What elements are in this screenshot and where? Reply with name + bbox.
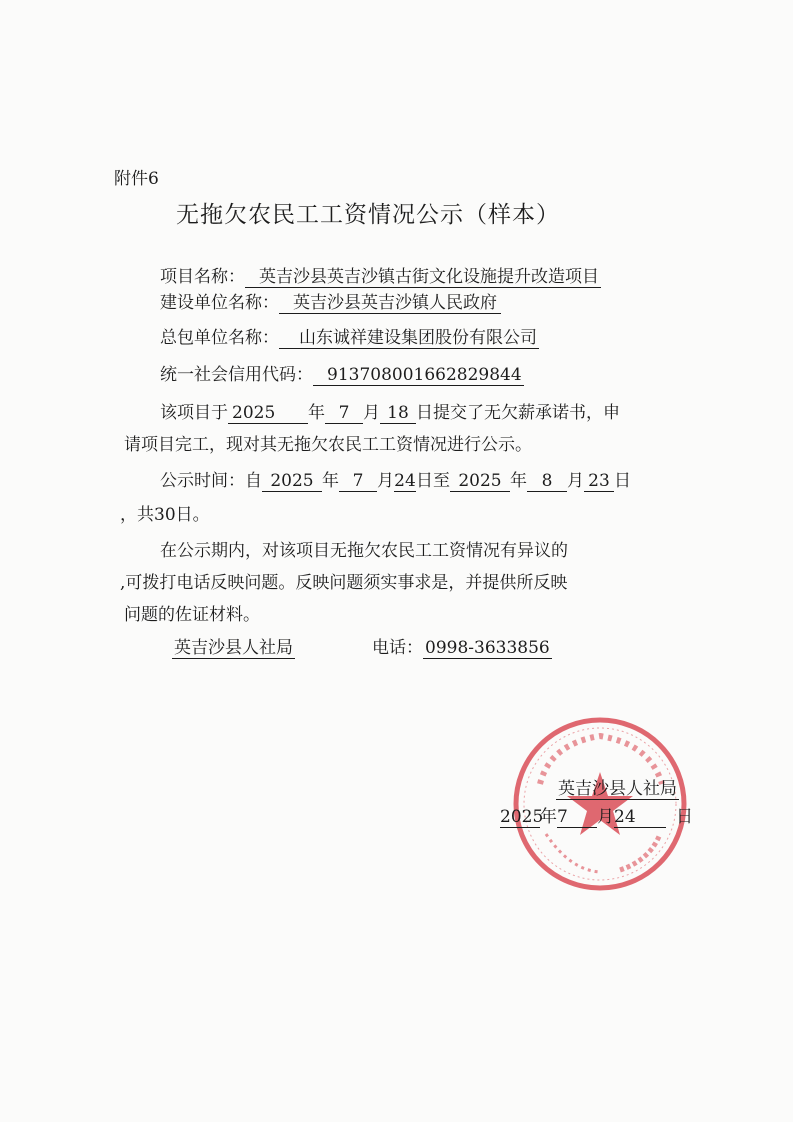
- signature-org: 英吉沙县人社局: [558, 779, 677, 799]
- period-start-month: 7: [339, 471, 377, 492]
- signature-day-unit: 日: [676, 807, 693, 827]
- project-row: [160, 266, 601, 288]
- period-prefix: 公示时间：自: [160, 471, 262, 491]
- signature-day: 24: [614, 807, 666, 828]
- credit-value: 913708001662829844: [313, 365, 524, 386]
- signature-month: 7: [557, 807, 597, 828]
- period-month-unit-2: 月: [567, 471, 584, 491]
- signature-date: [500, 806, 693, 828]
- contact-phone: 0998-3633856: [425, 638, 550, 658]
- submission-day: 18: [380, 403, 416, 424]
- signature-year: 2025: [500, 807, 544, 827]
- notice-line-3: 问题的佐证材料。: [124, 605, 260, 625]
- submission-line-1: [160, 402, 620, 424]
- builder-value: 英吉沙县英吉沙镇人民政府: [279, 293, 501, 314]
- contact-org: 英吉沙县人社局: [174, 638, 293, 658]
- project-label: 项目名称：: [160, 267, 245, 287]
- period-line-1: [160, 470, 631, 492]
- submission-suffix: 日提交了无欠薪承诺书，申: [416, 403, 620, 423]
- credit-label: 统一社会信用代码：: [160, 365, 313, 385]
- builder-label: 建设单位名称：: [160, 293, 279, 313]
- period-end-day: 23: [584, 471, 614, 492]
- contractor-value: 山东诚祥建设集团股份有限公司: [279, 328, 539, 349]
- period-start-year: 2025: [262, 471, 322, 492]
- attachment-label: 附件6: [114, 169, 159, 189]
- period-month-unit: 月: [377, 471, 394, 491]
- credit-row: [160, 364, 524, 386]
- period-end-year: 2025: [450, 471, 510, 492]
- period-start-day: 24: [394, 471, 416, 491]
- notice-line-1: 在公示期内，对该项目无拖欠农民工工资情况有异议的: [160, 541, 568, 561]
- contact-row: [172, 637, 295, 659]
- period-year-unit-2: 年: [510, 471, 527, 491]
- period-day-unit: 日: [614, 471, 631, 491]
- submission-prefix: 该项目于: [160, 403, 228, 423]
- contractor-label: 总包单位名称：: [160, 328, 279, 348]
- signature-row: [556, 778, 679, 800]
- document-title: 无拖欠农民工工资情况公示（样本）: [176, 202, 560, 228]
- submission-year-unit: 年: [308, 403, 325, 423]
- signature-year-unit: 年: [540, 807, 557, 827]
- notice-line-2: ,可拨打电话反映问题。反映问题须实事求是，并提供所反映: [120, 573, 568, 593]
- submission-month: 7: [325, 403, 363, 424]
- submission-month-unit: 月: [363, 403, 380, 423]
- contact-phone-row: [372, 637, 552, 659]
- contractor-row: [160, 327, 539, 349]
- contact-phone-label: 电话：: [372, 638, 423, 658]
- period-mid: 日至: [416, 471, 450, 491]
- builder-row: [160, 292, 501, 314]
- period-line-2: ，共30日。: [120, 505, 210, 525]
- submission-year: 2025: [228, 403, 308, 424]
- period-end-month: 8: [527, 471, 567, 492]
- submission-line-2: 请项目完工，现对其无拖欠农民工工资情况进行公示。: [124, 435, 532, 455]
- period-year-unit: 年: [322, 471, 339, 491]
- project-value: 英吉沙县英吉沙镇古街文化设施提升改造项目: [245, 267, 601, 288]
- signature-month-unit: 月: [597, 807, 614, 827]
- official-seal-icon: [510, 714, 690, 894]
